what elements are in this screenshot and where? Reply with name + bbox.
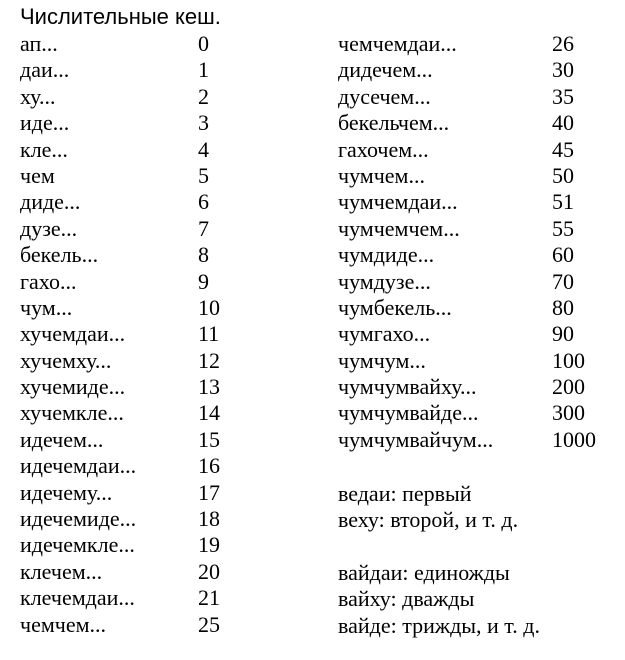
numeral-row	[20, 559, 270, 585]
numeral-word: хучемху...	[20, 347, 112, 373]
numeral-word: чумчумвайху...	[338, 374, 477, 400]
numeral-value: 15	[198, 426, 220, 452]
numeral-row	[20, 532, 270, 558]
left-numeral-column	[20, 31, 270, 638]
numeral-value: 3	[198, 110, 209, 136]
numeral-word: идечемиде...	[20, 506, 137, 532]
numeral-value: 70	[552, 268, 574, 294]
numeral-row	[338, 400, 618, 426]
numeral-word: идечему...	[20, 479, 113, 505]
numeral-value: 26	[552, 31, 574, 56]
numeral-word: чумгахо...	[338, 321, 431, 347]
numeral-word: чумчум...	[338, 347, 426, 373]
numeral-word: бекель...	[20, 242, 99, 268]
numeral-word: дидечем...	[338, 57, 433, 83]
numeral-row	[20, 216, 270, 242]
numeral-word: чумдиде...	[338, 242, 435, 268]
numeral-word: идечем...	[20, 426, 104, 452]
numeral-row	[20, 242, 270, 268]
numeral-row	[20, 269, 270, 295]
numeral-word: даи...	[20, 57, 70, 83]
numeral-row	[338, 31, 618, 57]
numeral-value: 25	[198, 611, 220, 637]
numeral-row	[20, 374, 270, 400]
numeral-row	[20, 585, 270, 611]
numeral-row	[20, 400, 270, 426]
numeral-word: хучемдаи...	[20, 321, 126, 347]
numeral-word: бекельчем...	[338, 110, 450, 136]
numeral-row	[20, 31, 270, 57]
numeral-row	[20, 427, 270, 453]
numeral-row	[20, 480, 270, 506]
numeral-row	[338, 110, 618, 136]
numeral-row	[20, 453, 270, 479]
numeral-row	[20, 348, 270, 374]
numeral-row	[20, 189, 270, 215]
numeral-word: чумчумвайде...	[338, 400, 479, 426]
numeral-word: чемчем...	[20, 611, 107, 637]
numeral-word: чем	[20, 162, 55, 188]
numeral-row	[338, 57, 618, 83]
numeral-row	[338, 242, 618, 268]
numeral-row	[338, 374, 618, 400]
numeral-row	[338, 348, 618, 374]
multiplicative-line: вайдаи: единожды	[338, 560, 510, 585]
numeral-value: 21	[198, 585, 220, 611]
ordinals-note	[338, 481, 618, 534]
numeral-word: кле...	[20, 136, 68, 162]
numeral-value: 14	[198, 400, 220, 426]
numeral-row	[338, 427, 618, 453]
numeral-row	[20, 57, 270, 83]
numeral-word: чумчемчем...	[338, 215, 460, 241]
numeral-value: 13	[198, 374, 220, 400]
numeral-word: дусечем...	[338, 83, 431, 109]
multiplicative-line: вайде: трижды, и т. д.	[338, 612, 540, 638]
numeral-value: 300	[552, 400, 585, 426]
numeral-word: хучемиде...	[20, 374, 126, 400]
numeral-word: диде...	[20, 189, 81, 215]
numeral-row	[20, 84, 270, 110]
numeral-value: 50	[552, 162, 574, 188]
numeral-value: 200	[552, 374, 585, 400]
numeral-word: дузе...	[20, 215, 78, 241]
numeral-value: 11	[198, 321, 220, 347]
ordinal-line: ведаи: первый	[338, 481, 472, 506]
numeral-value: 19	[198, 532, 220, 558]
numeral-word: идечемдаи...	[20, 453, 137, 479]
numeral-value: 1	[198, 57, 209, 83]
numeral-row	[20, 110, 270, 136]
numeral-value: 90	[552, 321, 574, 347]
numeral-value: 17	[198, 479, 220, 505]
numeral-word: гахо...	[20, 268, 77, 294]
numeral-value: 51	[552, 189, 574, 215]
numeral-row	[338, 84, 618, 110]
ordinal-line: веху: второй, и т. д.	[338, 507, 519, 533]
numeral-value: 7	[198, 215, 209, 241]
numeral-value: 40	[552, 110, 574, 136]
numeral-word: чемчемдаи...	[338, 31, 457, 56]
numeral-value: 8	[198, 242, 209, 268]
numeral-value: 35	[552, 83, 574, 109]
numeral-row	[20, 506, 270, 532]
multiplicative-line: вайху: дважды	[338, 586, 475, 612]
numeral-value: 5	[198, 162, 209, 188]
right-numeral-column	[338, 31, 618, 453]
numeral-word: чумчем...	[338, 162, 425, 188]
numeral-value: 20	[198, 558, 220, 584]
numeral-value: 100	[552, 347, 585, 373]
numeral-row	[20, 612, 270, 638]
numeral-value: 30	[552, 57, 574, 83]
numeral-word: клечем...	[20, 558, 103, 584]
numeral-word: чумчумвайчум...	[338, 426, 494, 452]
numeral-word: чум...	[20, 294, 73, 320]
numeral-value: 80	[552, 294, 574, 320]
numeral-value: 1000	[552, 426, 596, 452]
numeral-word: гахочем...	[338, 136, 429, 162]
numeral-value: 55	[552, 215, 574, 241]
page-title: Числительные кеш.	[20, 4, 221, 29]
numeral-row	[338, 189, 618, 215]
numeral-value: 6	[198, 189, 209, 215]
numeral-value: 0	[198, 31, 209, 56]
numeral-word: ап...	[20, 31, 58, 56]
numeral-word: чумчемдаи...	[338, 189, 458, 215]
numeral-word: идечемкле...	[20, 532, 135, 558]
multiplicatives-note	[338, 560, 618, 639]
numeral-value: 4	[198, 136, 209, 162]
numeral-word: иде...	[20, 110, 70, 136]
numeral-row	[20, 295, 270, 321]
numeral-row	[20, 163, 270, 189]
numeral-row	[20, 321, 270, 347]
numeral-word: чумдузе...	[338, 268, 431, 294]
numeral-row	[338, 295, 618, 321]
numeral-row	[338, 137, 618, 163]
numeral-value: 60	[552, 242, 574, 268]
numeral-value: 9	[198, 268, 209, 294]
numeral-value: 2	[198, 83, 209, 109]
numeral-value: 10	[198, 294, 220, 320]
numeral-row	[20, 137, 270, 163]
numeral-word: чумбекель...	[338, 294, 452, 320]
numeral-row	[338, 321, 618, 347]
numeral-value: 12	[198, 347, 220, 373]
numeral-value: 16	[198, 453, 220, 479]
numeral-row	[338, 163, 618, 189]
numeral-row	[338, 216, 618, 242]
numeral-value: 18	[198, 506, 220, 532]
numeral-value: 45	[552, 136, 574, 162]
numeral-word: ху...	[20, 83, 56, 109]
numeral-word: хучемкле...	[20, 400, 124, 426]
numeral-row	[338, 269, 618, 295]
numeral-word: клечемдаи...	[20, 585, 135, 611]
